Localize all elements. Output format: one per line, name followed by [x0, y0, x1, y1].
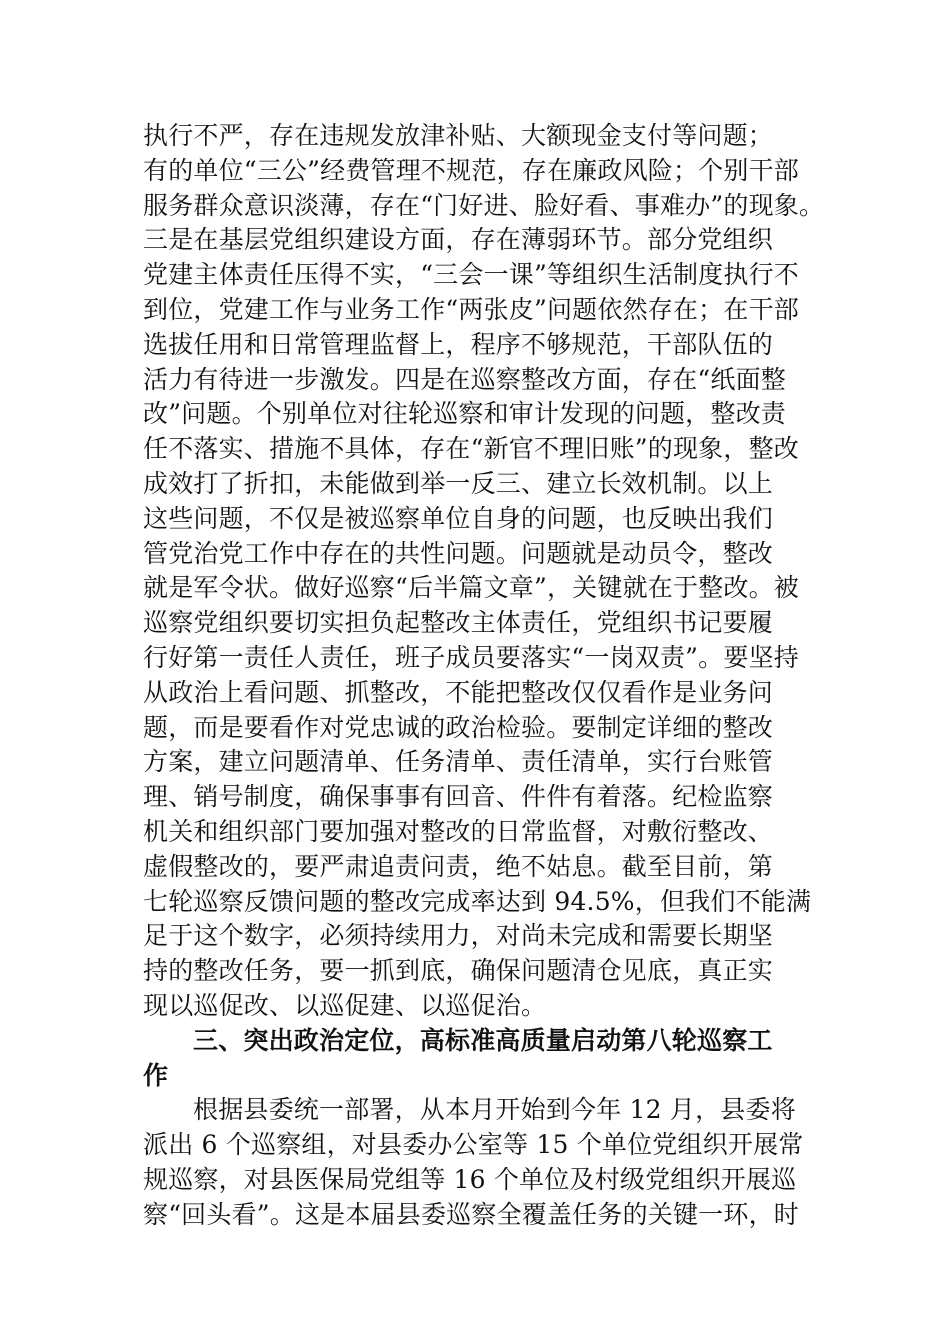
text-line: 执行不严，存在违规发放津补贴、大额现金支付等问题； [143, 121, 774, 150]
text-line: 方案，建立问题清单、任务清单、责任清单，实行台账管 [143, 747, 774, 777]
text-line: 派出 6 个巡察组，对县委办公室等 15 个单位党组织开展常 [143, 1130, 804, 1160]
heading-line: 作 [143, 1060, 169, 1090]
heading-line: 三、突出政治定位，高标准高质量启动第八轮巡察工 [193, 1025, 773, 1055]
text-line: 任不落实、措施不具体，存在“新官不理旧账”的现象，整改 [143, 434, 799, 464]
text-line: 管党治党工作中存在的共性问题。问题就是动员令，整改 [143, 538, 774, 568]
text-line: 题，而是要看作对党忠诚的政治检验。要制定详细的整改 [143, 712, 774, 742]
text-line: 虚假整改的，要严肃追责问责，绝不姑息。截至目前，第 [143, 851, 774, 881]
text-line: 选拔任用和日常管理监督上，程序不够规范，干部队伍的 [143, 329, 774, 359]
text-line: 根据县委统一部署，从本月开始到今年 12 月，县委将 [193, 1095, 796, 1125]
text-line: 持的整改任务，要一抓到底，确保问题清仓见底，真正实 [143, 956, 774, 986]
text-line: 就是军令状。做好巡察“后半篇文章”，关键就在于整改。被 [143, 573, 799, 603]
text-line: 三是在基层党组织建设方面，存在薄弱环节。部分党组织 [143, 225, 774, 255]
text-line: 有的单位“三公”经费管理不规范，存在廉政风险；个别干部 [143, 155, 799, 185]
text-line: 足于这个数字，必须持续用力，对尚未完成和需要长期坚 [143, 921, 774, 951]
text-line: 从政治上看问题、抓整改，不能把整改仅仅看作是业务问 [143, 677, 774, 707]
text-line: 服务群众意识淡薄，存在“门好进、脸好看、事难办”的现象。 [143, 190, 825, 220]
section-heading [143, 1024, 823, 1094]
text-line: 巡察党组织要切实担负起整改主体责任，党组织书记要履 [143, 608, 774, 638]
text-line: 改”问题。个别单位对往轮巡察和审计发现的问题，整改责 [143, 399, 786, 429]
body-paragraph [143, 1093, 823, 1232]
body-paragraph [143, 119, 823, 1024]
text-line: 理、销号制度，确保事事有回音、件件有着落。纪检监察 [143, 782, 774, 812]
text-line: 七轮巡察反馈问题的整改完成率达到 94.5%，但我们不能满 [143, 886, 812, 916]
text-line: 察“回头看”。这是本届县委巡察全覆盖任务的关键一环，时 [143, 1199, 799, 1229]
text-line: 成效打了折扣，未能做到举一反三、建立长效机制。以上 [143, 468, 774, 498]
text-line: 现以巡促改、以巡促建、以巡促治。 [143, 990, 547, 1020]
text-line: 规巡察，对县医保局党组等 16 个单位及村级党组织开展巡 [143, 1164, 797, 1194]
document-body [143, 119, 823, 1233]
text-line: 行好第一责任人责任，班子成员要落实“一岗双责”。要坚持 [143, 642, 799, 672]
text-line: 党建主体责任压得不实，“三会一课”等组织生活制度执行不 [143, 260, 799, 290]
text-line: 活力有待进一步激发。四是在巡察整改方面，存在“纸面整 [143, 364, 786, 394]
text-line: 这些问题，不仅是被巡察单位自身的问题，也反映出我们 [143, 503, 774, 533]
text-line: 到位，党建工作与业务工作“两张皮”问题依然存在；在干部 [143, 294, 799, 324]
text-line: 机关和组织部门要加强对整改的日常监督，对敷衍整改、 [143, 816, 774, 846]
